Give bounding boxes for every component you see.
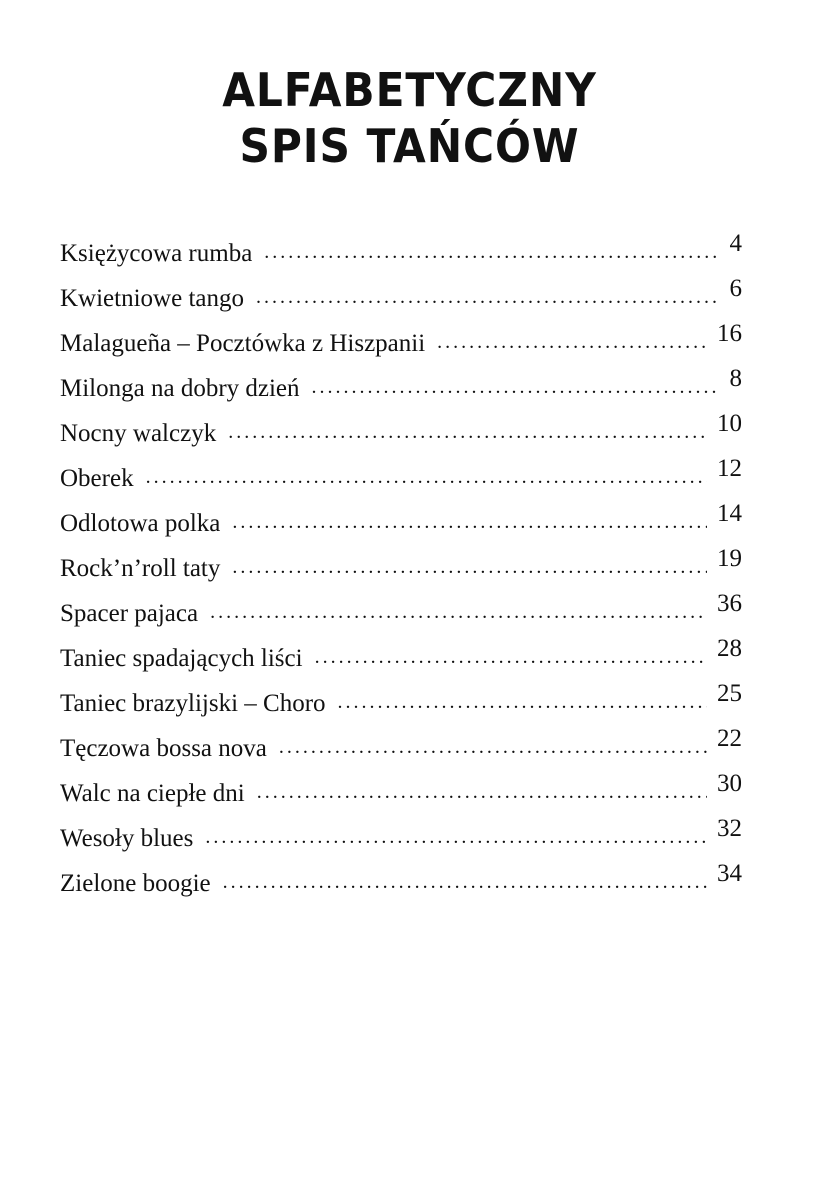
- toc-entry-page: 30: [717, 770, 742, 797]
- toc-entry: [60, 314, 742, 359]
- toc-entry-page: 32: [717, 815, 742, 842]
- toc-entry-title: Malagueña – Pocztówka z Hiszpanii: [60, 330, 426, 357]
- toc-entry: [60, 539, 742, 584]
- toc-entry-page: 8: [729, 365, 742, 392]
- toc-entry-title: Zielone boogie: [60, 870, 211, 897]
- toc-entry-page: 6: [729, 275, 742, 302]
- toc-entry-title: Księżycowa rumba: [60, 240, 253, 267]
- toc-entry-page: 34: [717, 860, 742, 887]
- toc-entry-title: Tęczowa bossa nova: [60, 735, 267, 762]
- dot-leader: [223, 869, 707, 899]
- dot-leader: [264, 239, 717, 269]
- toc-entry: [60, 449, 742, 494]
- title-line-1: ALFABETYCZNY: [222, 63, 597, 117]
- dot-leader: [232, 509, 707, 539]
- toc-entry: [60, 809, 742, 854]
- toc-entry: [60, 269, 742, 314]
- toc-entry-page: 4: [729, 230, 742, 257]
- dot-leader: [338, 689, 707, 719]
- page-title: [33, 62, 786, 174]
- dot-leader: [437, 329, 707, 359]
- toc-entry-page: 12: [717, 455, 742, 482]
- toc-entry: [60, 854, 742, 899]
- toc-entry-title: Taniec spadających liści: [60, 645, 303, 672]
- toc-entry-title: Rock’n’roll taty: [60, 555, 221, 582]
- dot-leader: [312, 374, 719, 404]
- toc-entry: [60, 404, 742, 449]
- dot-leader: [232, 554, 707, 584]
- toc-entry: [60, 224, 742, 269]
- toc-entry: [60, 494, 742, 539]
- dot-leader: [256, 284, 717, 314]
- toc-entry: [60, 629, 742, 674]
- toc-entry: [60, 584, 742, 629]
- dot-leader: [205, 824, 707, 854]
- toc-entry-page: 10: [717, 410, 742, 437]
- toc-entry-title: Kwietniowe tango: [60, 285, 244, 312]
- toc-entry-title: Nocny walczyk: [60, 420, 217, 447]
- toc-entry-title: Odlotowa polka: [60, 510, 221, 537]
- toc-entry: [60, 674, 742, 719]
- toc-entry-page: 25: [717, 680, 742, 707]
- toc-entry-title: Milonga na dobry dzień: [60, 375, 300, 402]
- toc-entry: [60, 359, 742, 404]
- toc-entry-title: Taniec brazylijski – Choro: [60, 690, 326, 717]
- title-line-2: SPIS TAŃCÓW: [239, 119, 580, 173]
- toc-entry-page: 36: [717, 590, 742, 617]
- toc-entry-title: Spacer pajaca: [60, 600, 199, 627]
- dot-leader: [257, 779, 707, 809]
- toc-entry-page: 16: [717, 320, 742, 347]
- dot-leader: [210, 599, 707, 629]
- dot-leader: [228, 419, 707, 449]
- toc-entry-page: 14: [717, 500, 742, 527]
- dot-leader: [315, 644, 707, 674]
- dot-leader: [279, 734, 707, 764]
- toc-entry-page: 19: [717, 545, 742, 572]
- toc-entry: [60, 719, 742, 764]
- dot-leader: [146, 464, 707, 494]
- toc-entry-page: 22: [717, 725, 742, 752]
- toc-entry-title: Walc na ciepłe dni: [60, 780, 245, 807]
- table-of-contents: [60, 224, 742, 899]
- toc-entry-page: 28: [717, 635, 742, 662]
- toc-entry-title: Wesoły blues: [60, 825, 194, 852]
- toc-entry: [60, 764, 742, 809]
- toc-entry-title: Oberek: [60, 465, 134, 492]
